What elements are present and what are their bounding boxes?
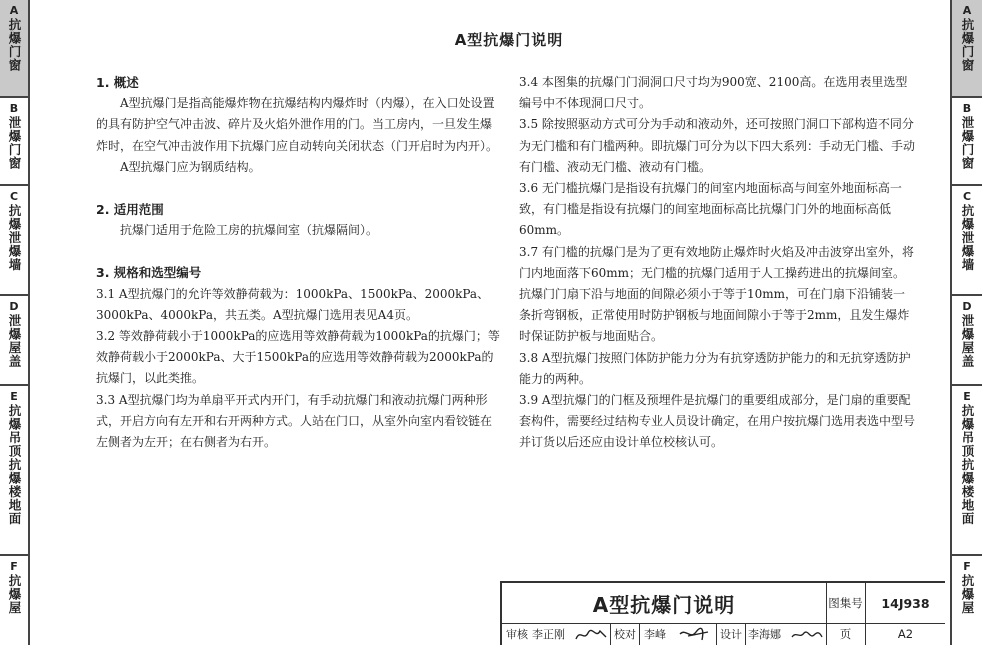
tab-e-ceiling-floor[interactable] bbox=[952, 386, 982, 556]
tab-letter: A bbox=[9, 4, 19, 17]
design-label: 设计 bbox=[720, 628, 742, 641]
tab-d-vent-roof[interactable] bbox=[0, 296, 28, 386]
check-label: 校对 bbox=[614, 628, 636, 641]
tab-letter: F bbox=[10, 560, 18, 573]
designer-signature bbox=[790, 627, 824, 643]
tab-label: 抗爆泄爆墙 bbox=[7, 204, 22, 272]
tab-letter: D bbox=[9, 300, 19, 313]
tab-label: 抗爆屋 bbox=[7, 574, 22, 615]
page-label: 页 bbox=[826, 623, 866, 645]
tab-c-blast-vent-wall[interactable] bbox=[952, 186, 982, 296]
clause-3-1: 3.1 A型抗爆门的允许等效静荷载为：1000kPa、1500kPa、2000kPa、3000kPa、4000kPa，共五类。A型抗爆门选用表见A4页。 bbox=[96, 286, 490, 322]
clause-3-2: 3.2 等效静荷载小于1000kPa的应选用等效静荷载为1000kPa的抗爆门；等效静荷载小于2000kPa、大于1500kPa的应选用等效静荷载为2000kPa的抗爆门，以此类推。 bbox=[96, 329, 500, 386]
section-1-heading: 1. 概述 bbox=[96, 75, 139, 90]
atlas-number: 14J938 bbox=[881, 595, 930, 611]
clause-3-9: 3.9 A型抗爆门的门框及预埋件是抗爆门的重要组成部分，是门扇的重要配套构件，需要经过结构专业人员设计确定，在用户按抗爆门选用表选中型号并订货以后还应由设计单位校核认可。 bbox=[519, 393, 916, 450]
tab-letter: E bbox=[963, 390, 971, 403]
tab-label: 抗爆泄爆墙 bbox=[960, 204, 975, 272]
right-section-tabs bbox=[950, 0, 982, 645]
scope-paragraph: 抗爆门适用于危险工房的抗爆间室（抗爆隔间）。 bbox=[120, 223, 379, 238]
tab-b-vent-doors-windows[interactable] bbox=[0, 98, 28, 186]
left-section-tabs bbox=[0, 0, 30, 645]
clause-3-7: 3.7 有门槛的抗爆门是为了更有效地防止爆炸时火焰及冲击波穿出室外，将门内地面落下60mm；无门槛的抗爆门适用于人工操药进出的抗爆间室。抗爆门门扇下沿与地面的间隙必须小于等于10mm，可在门扇下沿铺装一条折弯钢板，正常使用时防护钢板与地面间隙小于等于2mm，且发生爆炸时保证防护板与地面贴合。 bbox=[519, 244, 914, 344]
review-label: 审核 bbox=[506, 628, 528, 641]
overview-paragraph: A型抗爆门是指高能爆炸物在抗爆结构内爆炸时（内爆），在入口处设置的具有防护空气冲击波、碎片及火焰外泄作用的门。当工房内，一旦发生爆炸时，在空气冲击波作用下抗爆门应自动转向关闭状态（门开启时为内开）。 bbox=[96, 96, 499, 153]
tab-label: 抗爆吊顶抗爆楼地面 bbox=[960, 404, 975, 526]
tab-f-blast-house[interactable] bbox=[952, 556, 982, 645]
tab-label: 抗爆门窗 bbox=[960, 18, 975, 72]
tab-letter: E bbox=[10, 390, 18, 403]
drawing-sheet bbox=[66, 0, 952, 645]
left-text-column bbox=[96, 72, 501, 453]
designer-name: 李海娜 bbox=[748, 628, 781, 641]
title-block bbox=[500, 581, 945, 645]
tab-e-ceiling-floor[interactable] bbox=[0, 386, 28, 556]
reviewer-signature bbox=[574, 627, 608, 643]
tab-b-vent-doors-windows[interactable] bbox=[952, 98, 982, 186]
tab-label: 泄爆门窗 bbox=[960, 116, 975, 170]
material-paragraph: A型抗爆门应为钢质结构。 bbox=[120, 159, 261, 174]
tab-label: 泄爆屋盖 bbox=[960, 314, 975, 368]
clause-3-8: 3.8 A型抗爆门按照门体防护能力分为有抗穿透防护能力的和无抗穿透防护能力的两种。 bbox=[519, 350, 911, 386]
tab-label: 泄爆屋盖 bbox=[7, 314, 22, 368]
section-2-heading: 2. 适用范围 bbox=[96, 202, 164, 218]
checker-name: 李峰 bbox=[644, 628, 666, 641]
page-number: A2 bbox=[897, 627, 914, 641]
tab-label: 抗爆屋 bbox=[960, 574, 975, 615]
atlas-number-label: 图集号 bbox=[826, 583, 866, 623]
clause-3-5: 3.5 除按照驱动方式可分为手动和液动外，还可按照门洞口下部构造不同分为无门槛和有门槛两种。即抗爆门可分为以下四大系列：手动无门槛、手动有门槛、液动无门槛、液动有门槛。 bbox=[519, 117, 916, 174]
tab-label: 抗爆吊顶抗爆楼地面 bbox=[7, 404, 22, 526]
clause-3-6: 3.6 无门槛抗爆门是指设有抗爆门的间室内地面标高与间室外地面标高一致，有门槛是指设有抗爆门的间室地面标高比抗爆门门外的地面标高低60mm。 bbox=[519, 181, 902, 238]
tab-label: 泄爆门窗 bbox=[7, 116, 22, 170]
tab-letter: D bbox=[962, 300, 972, 313]
tab-letter: C bbox=[962, 190, 972, 203]
tab-a-blast-doors-windows[interactable] bbox=[0, 0, 28, 98]
tab-c-blast-vent-wall[interactable] bbox=[0, 186, 28, 296]
checker-signature bbox=[678, 626, 712, 643]
tab-letter: F bbox=[963, 560, 971, 573]
page-title: A型抗爆门说明 bbox=[454, 31, 564, 49]
right-text-column bbox=[519, 72, 917, 454]
reviewer-name: 李正刚 bbox=[532, 628, 565, 641]
tab-letter: B bbox=[962, 102, 972, 115]
title-block-title: A型抗爆门说明 bbox=[502, 583, 827, 623]
tab-a-blast-doors-windows[interactable] bbox=[952, 0, 982, 98]
clause-3-3: 3.3 A型抗爆门均为单扇平开式内开门，有手动抗爆门和液动抗爆门两种形式，开启方向有左开和右开两种方式。人站在门口，从室外向室内看铰链在左侧者为左开；在右侧者为右开。 bbox=[96, 392, 493, 450]
clause-3-4: 3.4 本图集的抗爆门门洞洞口尺寸均为900宽、2100高。在选用表里选型编号中不体现洞口尺寸。 bbox=[519, 75, 908, 111]
tab-letter: B bbox=[9, 102, 19, 115]
section-3-heading: 3. 规格和选型编号 bbox=[96, 265, 202, 281]
tab-letter: C bbox=[9, 190, 19, 203]
tab-d-vent-roof[interactable] bbox=[952, 296, 982, 386]
tab-label: 抗爆门窗 bbox=[7, 18, 22, 72]
tab-letter: A bbox=[962, 4, 972, 17]
tab-f-blast-house[interactable] bbox=[0, 556, 28, 645]
